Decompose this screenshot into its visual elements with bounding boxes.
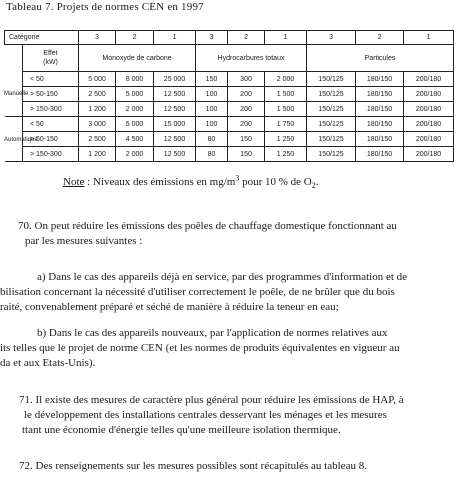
table-cell: 200/180 (404, 132, 454, 147)
table-cell: 180/150 (356, 132, 404, 147)
table-row (5, 72, 454, 87)
paragraph-line: its telles que le projet de norme CEN (et les normes de produits équivalentes en vigueur au (0, 342, 400, 354)
paragraph-line: par les mesures suivantes : (25, 235, 143, 247)
table-cell: 12 500 (154, 132, 196, 147)
header-row-pollutants (5, 45, 454, 72)
table-cell: 180/150 (356, 72, 404, 87)
paragraph-line: raité, convenablement préparé et séché de manière à réduire la teneur en eau; (0, 301, 339, 313)
note-sub: 2 (311, 181, 316, 191)
table-cell: 80 (196, 147, 228, 162)
group-label-auto: Automatique (4, 137, 38, 143)
table-cell: 150/125 (307, 72, 356, 87)
table-cell: 12 500 (154, 87, 196, 102)
table-cell: 80 (196, 132, 228, 147)
table-cell: 150 (228, 147, 265, 162)
table-cell: 150/125 (307, 87, 356, 102)
table-cell: 200/180 (404, 72, 454, 87)
row-effect: < 50 (23, 72, 79, 87)
table-row (5, 117, 454, 132)
header-group-co: Monoxyde de carbone (79, 45, 196, 72)
header-class: 1 (154, 31, 196, 45)
row-effect: > 150-300 (23, 102, 79, 117)
paragraph-line: b) Dans le cas des appareils nouveaux, par l'application de normes relatives aux (37, 327, 388, 339)
header-effect-line2: (kW) (43, 59, 58, 66)
table-cell: 5 000 (79, 72, 116, 87)
note-text-c: . (315, 176, 319, 188)
group-label-manual: Manuelle (4, 91, 29, 97)
header-class: 3 (307, 31, 356, 45)
table-cell: 1 250 (265, 132, 307, 147)
row-effect: < 50 (23, 117, 79, 132)
table-cell: 180/150 (356, 117, 404, 132)
table-cell: 5 000 (116, 117, 154, 132)
table-row (5, 102, 454, 117)
header-class: 3 (79, 31, 116, 45)
header-class: 2 (116, 31, 154, 45)
table-cell: 3 000 (79, 117, 116, 132)
table-cell: 1 200 (79, 102, 116, 117)
table-cell: 12 500 (154, 102, 196, 117)
paragraph-72 (19, 459, 367, 474)
note-text-b: pour 10 % de O (239, 176, 312, 188)
table-cell: 150/125 (307, 117, 356, 132)
table-title: Tableau 7. Projets de normes CEN en 1997 (6, 1, 204, 13)
table-cell: 1 750 (265, 117, 307, 132)
table-cell: 200 (228, 87, 265, 102)
header-group-hc: Hydrocarbures totaux (196, 45, 307, 72)
header-effect-line1: Effet (43, 50, 58, 57)
table-row (5, 87, 454, 102)
table-cell: 2 000 (265, 72, 307, 87)
paragraph-line: 72. Des renseignements sur les mesures possibles sont récapitulés au tableau 8. (19, 460, 367, 472)
table-cell: 180/150 (356, 102, 404, 117)
table-cell: 180/150 (356, 87, 404, 102)
table-cell: 8 000 (116, 72, 154, 87)
table-cell: 2 000 (116, 147, 154, 162)
header-class: 3 (196, 31, 228, 45)
header-group-particles: Particules (307, 45, 454, 72)
header-class: 1 (404, 31, 454, 45)
paragraph-line: da et aux Etats-Unis). (0, 357, 96, 369)
table-cell: 200/180 (404, 102, 454, 117)
header-class: 2 (228, 31, 265, 45)
table-cell: 100 (196, 102, 228, 117)
header-class: 1 (265, 31, 307, 45)
paragraph-line: a) Dans le cas des appareils déjà en service, par des programmes d'information et de (37, 271, 408, 283)
note-text-a: : Niveaux des émissions en mg/m (84, 176, 236, 188)
table-cell: 100 (196, 117, 228, 132)
row-effect: > 50-150 (23, 87, 79, 102)
paragraph-b (0, 326, 400, 371)
table-cell: 150/125 (307, 147, 356, 162)
table-cell: 4 500 (116, 132, 154, 147)
table-cell: 25 000 (154, 72, 196, 87)
row-effect: > 50-150 (23, 132, 79, 147)
paragraph-line: ttant une économie d'énergie telles qu'une meilleure isolation thermique. (22, 424, 341, 436)
table-cell: 150 (228, 132, 265, 147)
table-cell: 200 (228, 117, 265, 132)
paragraph-line: bilisation concernant la nécessité d'utiliser correctement le poêle, de ne brûler que du bois (0, 286, 395, 298)
table-cell: 5 000 (116, 87, 154, 102)
header-row-classes (5, 31, 454, 45)
table-cell: 1 200 (79, 147, 116, 162)
table-cell: 200/180 (404, 147, 454, 162)
table-cell: 150/125 (307, 102, 356, 117)
table-cell: 200/180 (404, 87, 454, 102)
table-cell: 12 500 (154, 147, 196, 162)
table-cell: 200/180 (404, 117, 454, 132)
table-cell: 200 (228, 102, 265, 117)
row-effect: > 150-300 (23, 147, 79, 162)
table-cell: 100 (196, 87, 228, 102)
paragraph-line: 70. On peut réduire les émissions des poêles de chauffage domestique fonctionnant au (18, 220, 397, 232)
header-blank (5, 45, 23, 72)
header-category: Catégorie (5, 31, 79, 45)
paragraph-71 (19, 393, 404, 438)
header-class: 2 (356, 31, 404, 45)
header-effect (23, 45, 79, 72)
note-sup: 3 (235, 173, 240, 183)
paragraph-a (0, 270, 407, 315)
table-cell: 150 (196, 72, 228, 87)
table-cell: 2 500 (79, 87, 116, 102)
table-cell: 2 000 (116, 102, 154, 117)
table-cell: 1 250 (265, 147, 307, 162)
table-cell: 150/125 (307, 132, 356, 147)
table-cell: 180/150 (356, 147, 404, 162)
note-label: Note (63, 176, 85, 188)
table-cell: 15 000 (154, 117, 196, 132)
paragraph-line: le développement des installations centrales desservant les ménages et les mesures (24, 409, 387, 421)
table-note (63, 173, 319, 191)
table-cell: 1 500 (265, 87, 307, 102)
table-cell: 1 500 (265, 102, 307, 117)
table-cell: 300 (228, 72, 265, 87)
paragraph-70 (18, 219, 397, 249)
table-cell: 2 500 (79, 132, 116, 147)
table-row (5, 147, 454, 162)
paragraph-line: 71. Il existe des mesures de caractère plus général pour réduire les émissions de HAP, à (19, 394, 404, 406)
table-row (5, 132, 454, 147)
standards-table (4, 30, 454, 162)
